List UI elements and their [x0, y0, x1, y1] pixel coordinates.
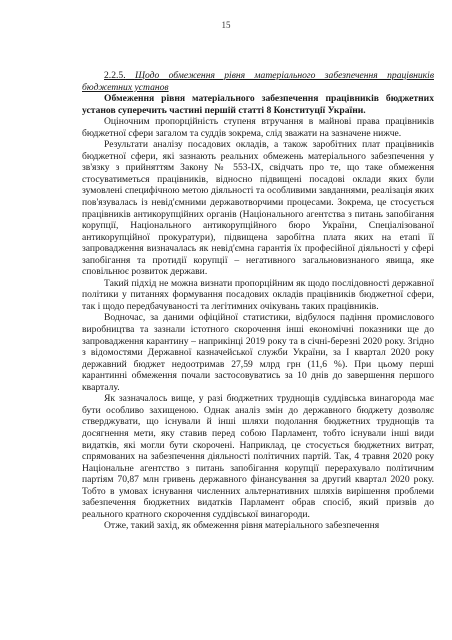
section-title: Щодо обмеження рівня матеріального забезпечення працівників бюджетних установ — [82, 70, 434, 93]
document-body — [82, 70, 434, 532]
page-number: 15 — [221, 20, 231, 30]
body-paragraph: Оціночним пропорційність ступеня втручання в майнові права працівників бюджетної сфери загалом та суддів зокрема, слід зважати на зазначене нижче. — [82, 116, 434, 139]
body-paragraph: Такий підхід не можна визнати пропорційним як щодо послідовності державної політики у питаннях формування посадових окладів працівників бюджетної сфери, так і щодо передбачуваності та легітимних очікувань таких працівників. — [82, 277, 434, 312]
body-paragraph: Як зазначалось вище, у разі бюджетних труднощів суддівська винагорода має бути особливо захищеною. Однак аналіз змін до державного бюджету дозволяє стверджувати, що існували й інші шляхи подолання бюджетних труднощів та досягнення мети, яку ставив перед собою Парламент, тобто існували інші види видатків, які могли бути скорочені. Наприклад, це стосується бюджетних витрат, спрямованих на забезпечення діяльності політичних партій. Так, 4 травня 2020 року Національне агентство з питань запобігання корупції перерахувало політичним партіям 70,87 млн гривень державного фінансування за другий квартал 2020 року. Тобто в умовах існування численних альтернативних шляхів вирішення проблеми забезпечення бюджетних видатків Парламент обрав спосіб, який призвів до реального кратного скорочення суддівської винагороди. — [82, 393, 434, 520]
body-paragraph: Результати аналізу посадових окладів, а також заробітних плат працівників бюджетної сфери, які зазнають реальних обмежень матеріального забезпечення у зв'язку з прийняттям Закону № 553-IX, свідчать про те, що таке обмеження стосуватиметься працівників, відносно підвищені посадові оклади яких були зумовлені специфічною метою діяльності та особливими завданнями, реалізація яких пов'язувалась із невід'ємними державотворчими процесами. Зокрема, це стосується працівників антикорупційних органів (Національного агентства з питань запобігання корупції, Національного антикорупційного бюро України, Спеціалізованої антикорупційної прокуратури), підвищена заробітна плата яких на етапі її запровадження визначалась як невід'ємна гарантія їх професійної діяльності у сфері запобігання та протидії корупції – негативного загальновизнаного явища, яке сповільнює розвиток держави. — [82, 139, 434, 278]
section-number: 2.2.5. — [104, 70, 126, 81]
lead-paragraph: Обмеження рівня матеріального забезпечення працівників бюджетних установ суперечить частині першій статті 8 Конституції України. — [82, 93, 434, 116]
section-heading — [82, 70, 434, 93]
body-paragraph: Отже, такий захід, як обмеження рівня матеріального забезпечення — [104, 520, 380, 532]
body-paragraph: Водночас, за даними офіційної статистики, відбулося падіння промислового виробництва та зазнали істотного скорочення інші економічні показники ще до запровадження карантину – наприкінці 2019 року та в січні-березні 2020 року. Згідно з відомостями Державної казначейської служби України, за І квартал 2020 року державний бюджет недоотримав 27,59 млрд грн (11,6 %). При цьому перші карантинні обмеження почали застосовуватись за 10 днів до завершення першого кварталу. — [82, 312, 434, 393]
